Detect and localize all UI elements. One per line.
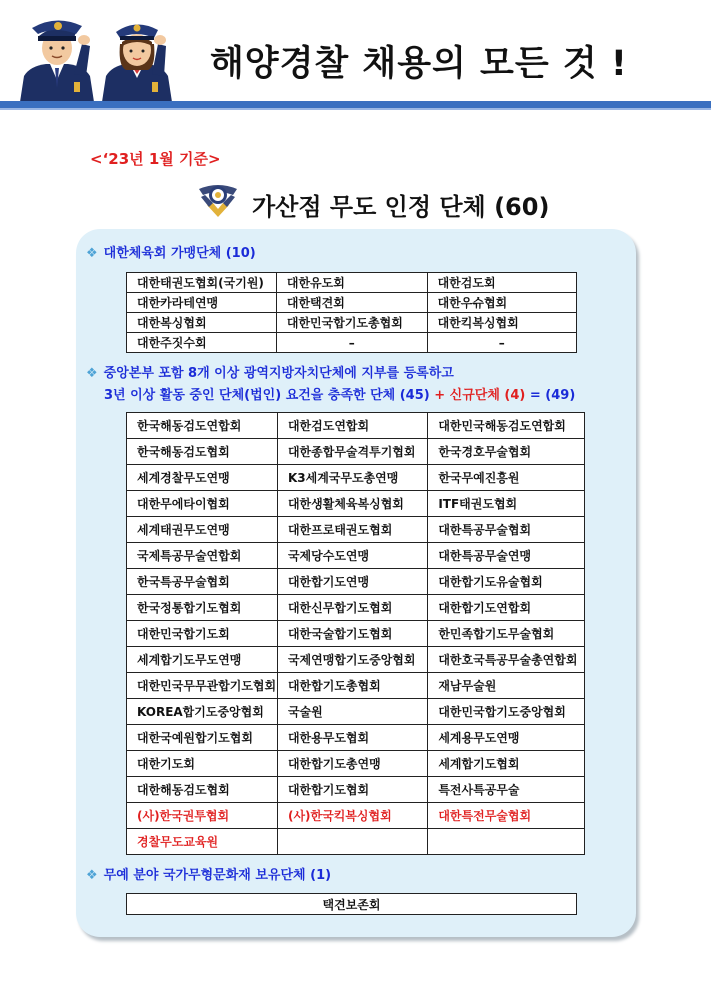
table-cell: 대한합기도협회: [277, 777, 427, 803]
coast-guard-emblem-icon: [197, 181, 239, 219]
table-cell: 한민족합기도무술협회: [428, 621, 585, 647]
table-cell: 대한유도회: [276, 273, 427, 293]
table-cell: 대한주짓수회: [127, 333, 277, 353]
table-cell: 한국해동검도협회: [127, 439, 278, 465]
table-row: [127, 894, 577, 915]
table-cell: 한국해동검도연합회: [127, 413, 278, 439]
table-row: [127, 543, 585, 569]
section1-table: [126, 272, 577, 353]
table-cell: 대한택견회: [276, 293, 427, 313]
table-cell: 대한생활체육복싱협회: [277, 491, 427, 517]
table-row: [127, 751, 585, 777]
section3-heading-text: 무예 분야 국가무형문화재 보유단체 (1): [103, 868, 332, 883]
table-cell: 대한신무합기도협회: [277, 595, 427, 621]
table-row: [127, 673, 585, 699]
table-cell: 세계합기도협회: [428, 751, 585, 777]
table-cell: 대한합기도유술협회: [428, 569, 585, 595]
table-cell: 대한해동검도협회: [127, 777, 278, 803]
table-cell: 대한민국무무관합기도협회: [127, 673, 278, 699]
table-row: [127, 465, 585, 491]
table-cell: 세계합기도무도연맹: [127, 647, 278, 673]
table-cell: 대한킥복싱협회: [427, 313, 576, 333]
table-cell: 재남무술원: [428, 673, 585, 699]
table-cell: 한국정통합기도협회: [127, 595, 278, 621]
table-cell: 대한합기도연맹: [277, 569, 427, 595]
table-row: [127, 517, 585, 543]
table-cell: –: [427, 333, 576, 353]
table-row: [127, 803, 585, 829]
section1-heading: [86, 244, 256, 264]
table-row: [127, 725, 585, 751]
table-cell: 한국무예진흥원: [428, 465, 585, 491]
section2-heading-line1: [86, 364, 454, 384]
header-accent-bar: [0, 101, 711, 108]
table-cell: 대한카라테연맹: [127, 293, 277, 313]
table-cell: 대한기도회: [127, 751, 278, 777]
section3-heading: [86, 866, 331, 886]
table-row: [127, 413, 585, 439]
table-cell: 대한우슈협회: [427, 293, 576, 313]
table-cell: KOREA합기도중앙협회: [127, 699, 278, 725]
table-cell: 경찰무도교육원: [127, 829, 278, 855]
table-cell: 대한종합무술격투기협회: [277, 439, 427, 465]
table-row: [127, 621, 585, 647]
table-cell: 택견보존회: [127, 894, 577, 915]
table-cell: 대한무에타이협회: [127, 491, 278, 517]
table-cell: 대한국술합기도협회: [277, 621, 427, 647]
table-cell: 대한검도회: [427, 273, 576, 293]
table-cell: 대한국예원합기도협회: [127, 725, 278, 751]
table-cell: (사)한국킥복싱협회: [277, 803, 427, 829]
table-cell: 대한민국합기도중앙협회: [428, 699, 585, 725]
date-note: <‘23년 1월 기준>: [90, 150, 221, 168]
table-cell: 대한합기도연합회: [428, 595, 585, 621]
table-row: [127, 491, 585, 517]
section2-heading-line2: [104, 386, 575, 406]
table-cell: 국제당수도연맹: [277, 543, 427, 569]
table-row: [127, 313, 577, 333]
table-row: [127, 777, 585, 803]
table-row: [127, 439, 585, 465]
table-row: [127, 273, 577, 293]
table-cell: 특전사특공무술: [428, 777, 585, 803]
table-cell: 대한민국해동검도연합회: [428, 413, 585, 439]
diamond-bullet-icon: ❖: [86, 366, 98, 381]
table-cell: 국제연맹합기도중앙협회: [277, 647, 427, 673]
table-row: [127, 595, 585, 621]
table-cell: K3세계국무도총연맹: [277, 465, 427, 491]
section2-new-groups-text: + 신규단체 (4): [434, 388, 526, 403]
page-header: [0, 0, 711, 112]
table-cell: 대한특전무술협회: [428, 803, 585, 829]
diamond-bullet-icon: ❖: [86, 868, 98, 883]
section2-heading-text1: 중앙본부 포함 8개 이상 광역지방자치단체에 지부를 등록하고: [103, 366, 454, 381]
section1-heading-text: 대한체육회 가맹단체 (10): [103, 246, 256, 261]
table-cell: 대한호국특공무술총연합회: [428, 647, 585, 673]
table-cell: 대한민국합기도회: [127, 621, 278, 647]
table-cell: (사)한국권투협회: [127, 803, 278, 829]
table-row: [127, 569, 585, 595]
table-row: [127, 293, 577, 313]
table-cell: 한국특공무술협회: [127, 569, 278, 595]
table-cell: 세계태권무도연맹: [127, 517, 278, 543]
diamond-bullet-icon: ❖: [86, 246, 98, 261]
table-cell: 세계경찰무도연맹: [127, 465, 278, 491]
table-cell: 대한프로태권도협회: [277, 517, 427, 543]
table-cell: –: [276, 333, 427, 353]
table-cell: 대한합기도총연맹: [277, 751, 427, 777]
section2-table: [126, 412, 585, 855]
table-cell: 국제특공무술연합회: [127, 543, 278, 569]
table-cell: 대한민국합기도총협회: [276, 313, 427, 333]
header-accent-line: [0, 108, 711, 110]
female-officer-illustration-icon: [96, 14, 178, 102]
table-cell: 국술원: [277, 699, 427, 725]
table-cell: 대한특공무술연맹: [428, 543, 585, 569]
table-row: [127, 647, 585, 673]
table-row: [127, 699, 585, 725]
table-cell: [428, 829, 585, 855]
page-title: 해양경찰 채용의 모든 것 !: [210, 44, 628, 84]
table-row: [127, 333, 577, 353]
table-cell: 대한태권도협회(국기원): [127, 273, 277, 293]
male-officer-illustration-icon: [16, 14, 98, 102]
table-cell: 세계용무도연맹: [428, 725, 585, 751]
section2-total-text: = (49): [529, 388, 576, 403]
table-cell: 대한복싱협회: [127, 313, 277, 333]
table-cell: [277, 829, 427, 855]
table-cell: 대한특공무술협회: [428, 517, 585, 543]
table-cell: 대한검도연합회: [277, 413, 427, 439]
section3-table: [126, 893, 577, 915]
table-cell: 대한합기도총협회: [277, 673, 427, 699]
table-cell: 대한용무도협회: [277, 725, 427, 751]
table-cell: 한국경호무술협회: [428, 439, 585, 465]
document-title: 가산점 무도 인정 단체 (60): [252, 193, 550, 221]
section2-heading-text2: 3년 이상 활동 중인 단체(법인) 요건을 충족한 단체 (45): [104, 388, 430, 403]
table-cell: ITF태권도협회: [428, 491, 585, 517]
table-row: [127, 829, 585, 855]
